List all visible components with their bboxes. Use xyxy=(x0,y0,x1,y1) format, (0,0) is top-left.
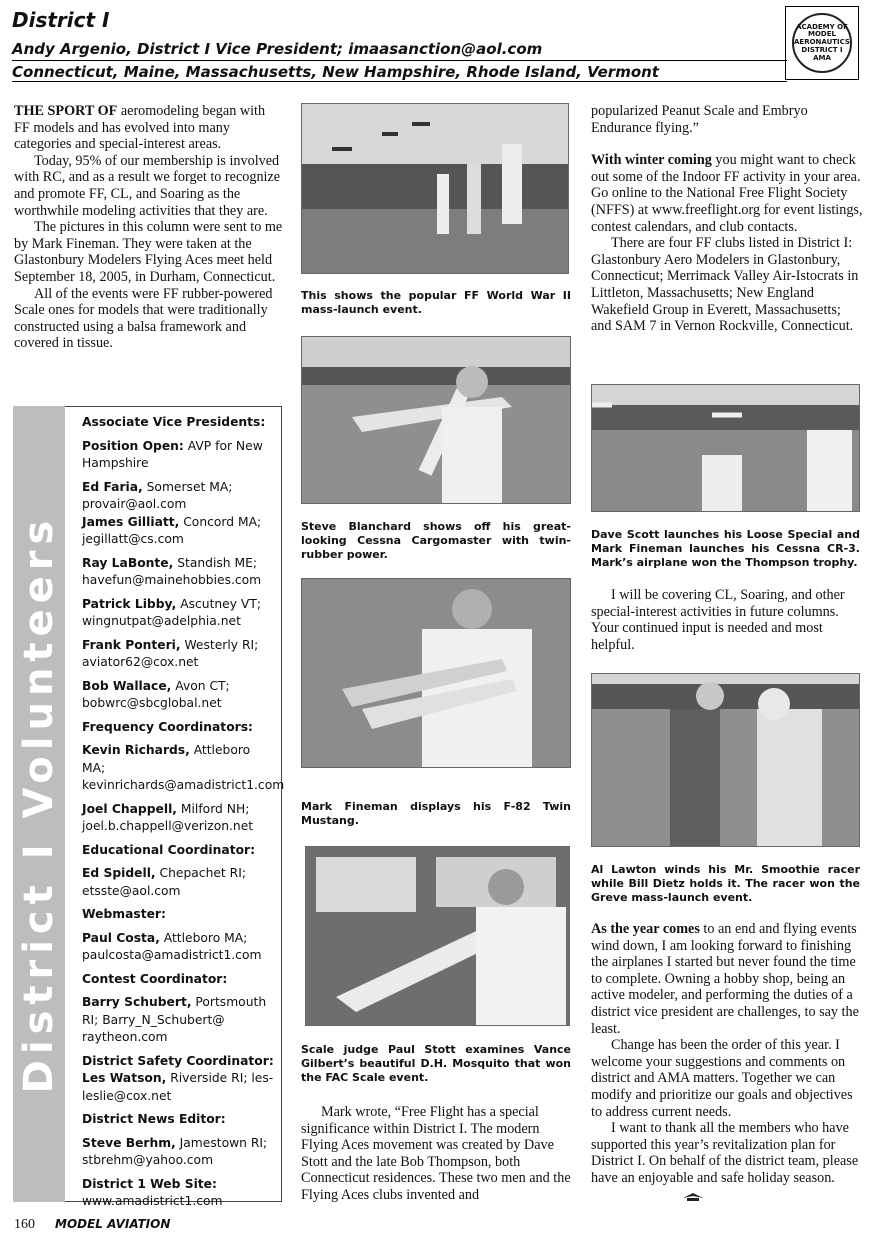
paragraph: Mark wrote, “Free Flight has a special significance within District I. The modern Flying Aces movement was created by Dave Stott and the late Bob Thompson, both Connecticut residences. These two men and the Flying Aces clubs invented and xyxy=(301,1104,571,1203)
caption: This shows the popular FF World War II mass-launch event. xyxy=(301,289,571,316)
volunteer-entry: Paul Costa, Attleboro MA; paulcosta@amadistrict1.com xyxy=(82,930,262,962)
photo-mr-smoothie xyxy=(591,673,860,847)
volunteer-entry: Frank Ponteri, Westerly RI; aviator62@cox.net xyxy=(82,637,259,669)
section-heading: Contest Coordinator: xyxy=(82,971,228,986)
ama-end-mark-icon xyxy=(682,1189,704,1199)
volunteer-entry: Joel Chappell, Milford NH; joel.b.chappell@verizon.net xyxy=(82,801,254,833)
states-line: Connecticut, Maine, Massachusetts, New Hampshire, Rhode Island, Vermont xyxy=(12,63,659,81)
page-footer xyxy=(14,1217,170,1233)
paragraph: With winter coming you might want to check out some of the Indoor FF activity in your area. Go online to the National Free Flight Society (NFFS) at www.freeflight.org for event listings, contest calendars, and club contacts. xyxy=(591,152,863,235)
caption: Dave Scott launches his Loose Special and Mark Fineman launches his Cessna CR-3. Mark’s airplane won the Thompson trophy. xyxy=(591,528,860,569)
section-heading: District Safety Coordinator: xyxy=(82,1053,274,1068)
paragraph: popularized Peanut Scale and Embryo Endurance flying.” xyxy=(591,103,808,136)
volunteer-entry: James Gilliatt, Concord MA; jegillatt@cs.com xyxy=(82,514,262,546)
ama-seal xyxy=(792,13,852,73)
section-heading: Webmaster: xyxy=(82,907,166,921)
caption: Al Lawton winds his Mr. Smoothie racer while Bill Dietz holds it. The racer won the Greve mass-launch event. xyxy=(591,863,860,904)
volunteer-entry: Bob Wallace, Avon CT; bobwrc@sbcglobal.net xyxy=(82,678,230,710)
volunteer-entry: Barry Schubert, Portsmouth RI; Barry_N_Schubert@ raytheon.com xyxy=(82,995,267,1044)
volunteer-entry: Patrick Libby, Ascutney VT; wingnutpat@adelphia.net xyxy=(82,596,261,628)
column-3-bottom xyxy=(591,921,863,1187)
caption: Steve Blanchard shows off his great-looking Cessna Cargomaster with twin-rubber power. xyxy=(301,520,571,561)
column-2-text xyxy=(301,1104,571,1204)
lead-in: As the year comes xyxy=(591,921,700,937)
photo-loose-special xyxy=(591,384,860,512)
photo-loose-special-art xyxy=(592,385,860,512)
photo-smoothie-art xyxy=(592,674,860,847)
photo-twin-mustang xyxy=(301,578,571,768)
lead-in: THE SPORT OF xyxy=(14,103,118,119)
website-url: www.amadistrict1.com xyxy=(82,1194,223,1208)
lead-in: With winter coming xyxy=(591,152,712,169)
photo-mass-launch xyxy=(301,103,569,274)
header-rule xyxy=(12,60,787,61)
volunteer-entry: Kevin Richards, Attleboro MA; kevinrichards@amadistrict1.com xyxy=(82,743,285,792)
caption: Mark Fineman displays his F-82 Twin Mustang. xyxy=(301,800,571,827)
column-1 xyxy=(14,103,284,352)
volunteer-entry: Steve Berhm, Jamestown RI; stbrehm@yahoo.com xyxy=(82,1135,268,1167)
volunteer-entry: Position Open: AVP for New Hampshire xyxy=(82,438,263,470)
header-rule-bottom xyxy=(12,81,787,82)
paragraph: There are four FF clubs listed in District I: Glastonbury Aero Modelers in Glastonbury, Connecticut; Merrimack Valley Air-Istocrats in Littleton, Massachusetts; New England Wakefield Group in Everett, Massachusetts; and SAM 7 in Vernon Rockville, Connecticut. xyxy=(591,235,859,335)
volunteers-list xyxy=(82,414,285,1211)
column-3-middle xyxy=(591,587,863,653)
paragraph: I want to thank all the members who have supported this year’s revitalization plan for District I. On behalf of the district team, please have an enjoyable and safe holiday season. xyxy=(591,1120,859,1186)
vice-president-line: Andy Argenio, District I Vice President; imaasanction@aol.com xyxy=(12,40,543,58)
sidebar-vertical-title: District I Volunteers xyxy=(16,514,62,1094)
volunteer-entry: Ed Spidell, Chepachet RI; etsste@aol.com xyxy=(82,866,246,898)
column-3-top xyxy=(591,103,863,335)
photo-cessna-art xyxy=(302,337,571,504)
section-heading: Frequency Coordinators: xyxy=(82,719,253,734)
photo-cessna-cargomaster xyxy=(301,336,571,504)
photo-mosquito-art xyxy=(306,847,570,1026)
paragraph: Today, 95% of our membership is involved with RC, and as a result we forget to recognize and promote FF, CL, and Soaring as the worthwhile modeling activities that they are. xyxy=(14,152,281,219)
district-title: District I xyxy=(12,8,110,32)
volunteer-entry: Ed Faria, Somerset MA; provair@aol.com xyxy=(82,479,233,511)
section-heading: Associate Vice Presidents: xyxy=(82,415,266,429)
paragraph: THE SPORT OF aeromodeling began with FF models and has evolved into many categories and special-interest areas. xyxy=(14,103,266,153)
logo-text: ACADEMY OF MODEL AERONAUTICS DISTRICT I AMA xyxy=(794,22,850,62)
volunteer-entry: Les Watson, Riverside RI; les-leslie@cox.net xyxy=(82,1071,274,1103)
paragraph: As the year comes to an end and flying events wind down, I am looking forward to finishing the airplanes I started but never found the time to complete. Owning a hobby shop, being an active modeler, and performing the duties of a district vice president are challenges, to say the least. xyxy=(591,921,859,1037)
paragraph: All of the events were FF rubber-powered Scale ones for models that were traditionally constructed using a balsa framework and covered in tissue. xyxy=(14,285,273,352)
paragraph: The pictures in this column were sent to me by Mark Fineman. They were taken at the Glastonbury Modelers Flying Aces meet held September 18, 2005, in Durham, Connecticut. xyxy=(14,219,283,285)
magazine-name: MODEL AVIATION xyxy=(55,1217,171,1231)
photo-mosquito xyxy=(305,846,570,1026)
photo-mass-launch-art xyxy=(302,104,569,274)
section-heading: District 1 Web Site: xyxy=(82,1176,217,1191)
page-number: 160 xyxy=(14,1217,35,1232)
section-heading: District News Editor: xyxy=(82,1112,226,1126)
section-heading: Educational Coordinator: xyxy=(82,842,255,857)
caption: Scale judge Paul Stott examines Vance Gilbert’s beautiful D.H. Mosquito that won the FAC Scale event. xyxy=(301,1043,571,1084)
paragraph: I will be covering CL, Soaring, and other special-interest activities in future columns. Your continued input is needed and most helpful. xyxy=(591,587,845,653)
photo-mustang-art xyxy=(302,579,571,768)
volunteer-entry: Ray LaBonte, Standish ME; havefun@mainehobbies.com xyxy=(82,555,262,587)
ama-district-logo xyxy=(785,6,859,80)
paragraph: Change has been the order of this year. I welcome your suggestions and comments on district and AMA matters. Together we can modify and prioritize our goals and objectives to address current needs. xyxy=(591,1037,853,1120)
